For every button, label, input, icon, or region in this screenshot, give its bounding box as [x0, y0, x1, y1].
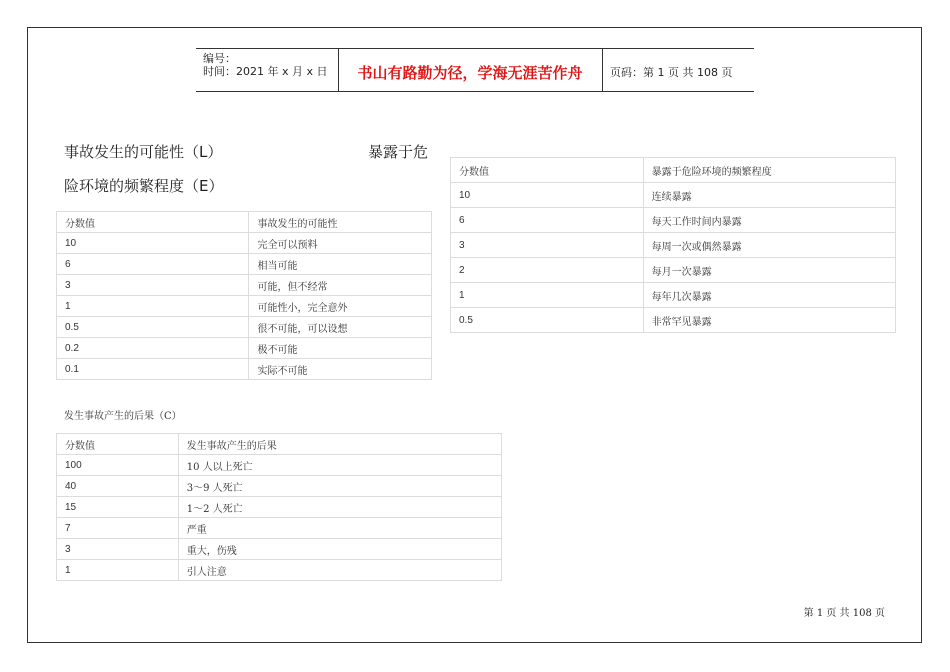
description-cell: 每天工作时间内暴露 — [643, 208, 895, 233]
table-row — [451, 258, 896, 283]
table-row — [57, 497, 502, 518]
score-cell: 40 — [57, 476, 179, 497]
description-cell: 连续暴露 — [643, 183, 895, 208]
table-row — [57, 317, 432, 338]
score-cell: 0.5 — [57, 317, 249, 338]
table-row — [57, 296, 432, 317]
exposure-table — [450, 157, 896, 333]
section-e-title-continued: 险环境的频繁程度（E） — [64, 177, 224, 195]
description-cell: 每周一次或偶然暴露 — [643, 233, 895, 258]
header-page-code: 页码：第 1 页 共 108 页 — [610, 66, 733, 79]
column-header: 分数值 — [451, 158, 644, 183]
score-cell: 6 — [451, 208, 644, 233]
score-cell: 15 — [57, 497, 179, 518]
score-cell: 2 — [451, 258, 644, 283]
description-cell: 严重 — [178, 518, 501, 539]
column-header: 发生事故产生的后果 — [178, 434, 501, 455]
table-row — [57, 476, 502, 497]
description-cell: 每月一次暴露 — [643, 258, 895, 283]
description-cell: 极不可能 — [249, 338, 432, 359]
description-cell: 完全可以预料 — [249, 233, 432, 254]
description-cell: 重大，伤残 — [178, 539, 501, 560]
section-c-title: 发生事故产生的后果（C） — [64, 411, 182, 422]
description-cell: 3～9 人死亡 — [178, 476, 501, 497]
description-cell: 10 人以上死亡 — [178, 455, 501, 476]
score-cell: 10 — [451, 183, 644, 208]
score-cell: 1 — [57, 560, 179, 581]
description-cell: 实际不可能 — [249, 359, 432, 380]
table-row — [57, 455, 502, 476]
header-page-cell — [603, 49, 754, 91]
document-date: 时间：2021 年 x 月 x 日 — [203, 65, 328, 78]
table-row — [57, 518, 502, 539]
description-cell: 每年几次暴露 — [643, 283, 895, 308]
description-cell: 很不可能，可以设想 — [249, 317, 432, 338]
table-row — [57, 275, 432, 296]
table-row — [451, 208, 896, 233]
table-row — [57, 254, 432, 275]
score-cell: 100 — [57, 455, 179, 476]
table-row — [57, 560, 502, 581]
description-cell: 可能，但不经常 — [249, 275, 432, 296]
description-cell: 1～2 人死亡 — [178, 497, 501, 518]
table-row — [451, 283, 896, 308]
score-cell: 0.1 — [57, 359, 249, 380]
section-l-title: 事故发生的可能性（L） — [64, 143, 223, 161]
consequence-table — [56, 433, 502, 581]
score-cell: 7 — [57, 518, 179, 539]
section-e-title: 暴露于危 — [368, 143, 429, 161]
likelihood-table — [56, 211, 432, 380]
description-cell: 相当可能 — [249, 254, 432, 275]
column-header: 分数值 — [57, 212, 249, 233]
header-motto: 书山有路勤为径，学海无涯苦作舟 — [357, 64, 583, 82]
table-row — [57, 338, 432, 359]
table-row — [451, 183, 896, 208]
header-motto-cell — [338, 49, 603, 91]
score-cell: 1 — [451, 283, 644, 308]
document-header — [196, 48, 754, 92]
score-cell: 0.5 — [451, 308, 644, 333]
footer-page-info: 第 1 页 共 108 页 — [803, 608, 885, 619]
score-cell: 0.2 — [57, 338, 249, 359]
description-cell: 非常罕见暴露 — [643, 308, 895, 333]
header-info-cell — [196, 49, 339, 91]
table-header-row — [57, 212, 432, 233]
table-row — [57, 359, 432, 380]
table-header-row — [57, 434, 502, 455]
column-header: 事故发生的可能性 — [249, 212, 432, 233]
document-number-label: 编号： — [203, 52, 236, 65]
score-cell: 6 — [57, 254, 249, 275]
column-header: 暴露于危险环境的频繁程度 — [643, 158, 895, 183]
table-header-row — [451, 158, 896, 183]
table-row — [451, 233, 896, 258]
description-cell: 可能性小，完全意外 — [249, 296, 432, 317]
table-row — [451, 308, 896, 333]
score-cell: 10 — [57, 233, 249, 254]
score-cell: 3 — [57, 539, 179, 560]
table-row — [57, 233, 432, 254]
description-cell: 引人注意 — [178, 560, 501, 581]
column-header: 分数值 — [57, 434, 179, 455]
score-cell: 3 — [451, 233, 644, 258]
score-cell: 1 — [57, 296, 249, 317]
table-row — [57, 539, 502, 560]
score-cell: 3 — [57, 275, 249, 296]
